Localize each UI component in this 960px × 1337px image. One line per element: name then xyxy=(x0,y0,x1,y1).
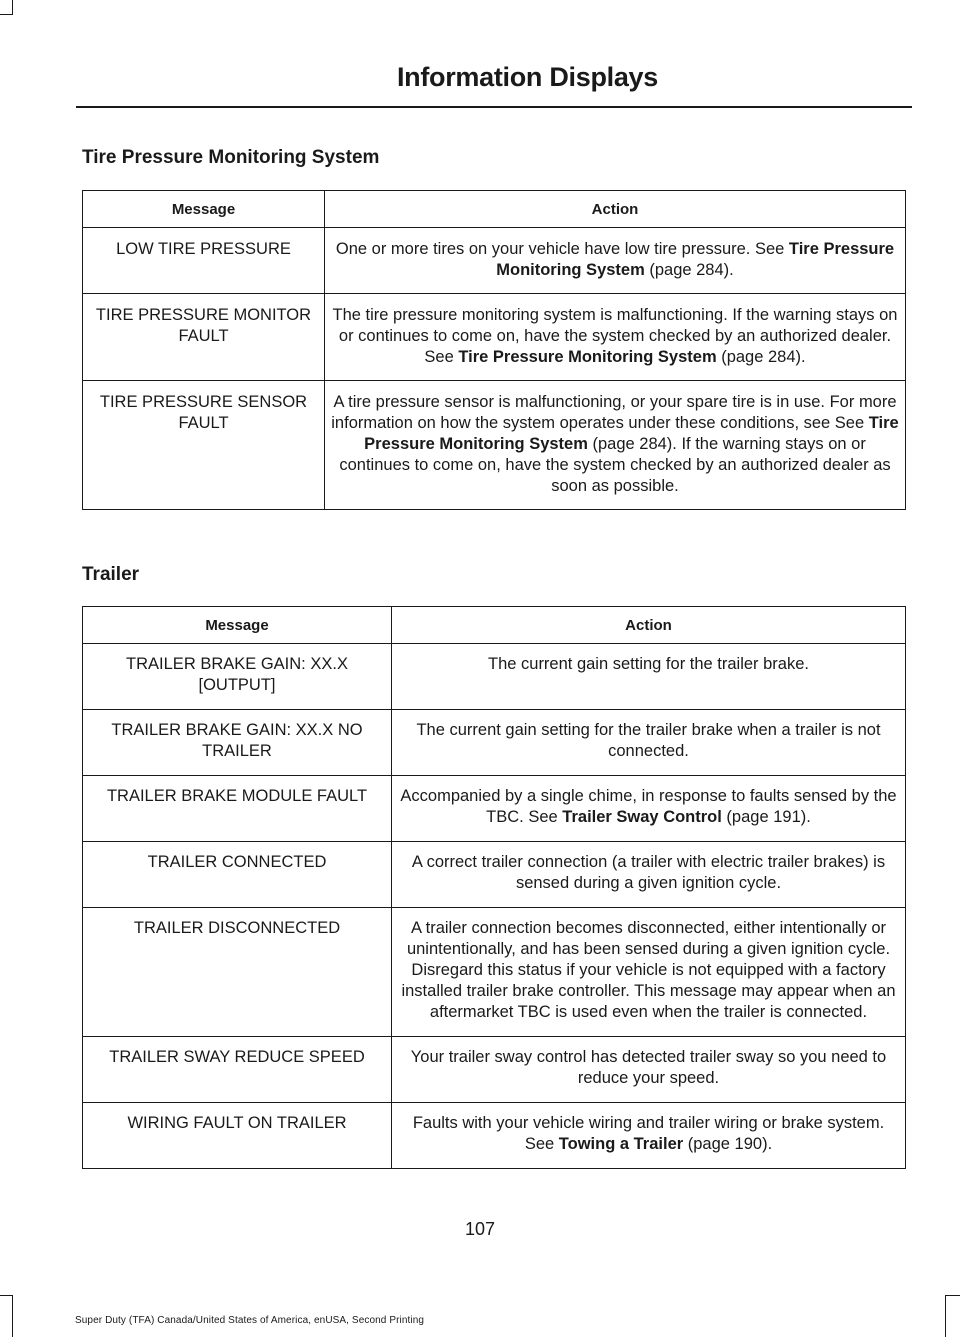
action-cell: The current gain setting for the trailer brake. xyxy=(392,644,906,710)
message-cell: TRAILER BRAKE GAIN: XX.X NO TRAILER xyxy=(83,710,392,776)
page-reference-link[interactable]: Towing a Trailer xyxy=(558,1135,684,1153)
crop-mark xyxy=(0,14,13,15)
table-row xyxy=(83,294,906,381)
page-header-title: Information Displays xyxy=(396,62,658,92)
message-cell: TRAILER DISCONNECTED xyxy=(83,908,392,1037)
page-reference-link[interactable]: Tire Pressure Monitoring System xyxy=(496,240,895,279)
table-row xyxy=(83,1103,906,1169)
message-cell: WIRING FAULT ON TRAILER xyxy=(83,1103,392,1169)
table-header-row xyxy=(83,191,906,228)
message-cell: TRAILER CONNECTED xyxy=(83,842,392,908)
table-header-row xyxy=(83,607,906,644)
message-cell: TRAILER BRAKE MODULE FAULT xyxy=(83,776,392,842)
trailer-message-table xyxy=(82,606,906,1169)
action-cell: The current gain setting for the trailer brake when a trailer is not connected. xyxy=(392,710,906,776)
message-cell: LOW TIRE PRESSURE xyxy=(83,228,325,294)
table-row xyxy=(83,228,906,294)
crop-mark xyxy=(12,1295,13,1337)
table-row xyxy=(83,842,906,908)
message-cell: TRAILER SWAY REDUCE SPEED xyxy=(83,1037,392,1103)
action-cell: The tire pressure monitoring system is malfunctioning. If the warning stays on or continues to come on, have the system checked by an authorized dealer. See Tire Pressure Monitoring System (page 284). xyxy=(325,294,906,381)
crop-mark xyxy=(0,1295,13,1296)
column-header-action: Action xyxy=(392,607,906,644)
crop-mark xyxy=(12,0,13,14)
table-row xyxy=(83,644,906,710)
action-cell: Your trailer sway control has detected trailer sway so you need to reduce your speed. xyxy=(392,1037,906,1103)
action-cell: A tire pressure sensor is malfunctioning, or your spare tire is in use. For more information on how the system operates under these conditions, see See Tire Pressure Monitoring System (page 284). If the warning stays on or continues to come on, have the system checked by an authorized dealer as soon as possible. xyxy=(325,381,906,510)
table-row xyxy=(83,1037,906,1103)
section-title-trailer: Trailer xyxy=(82,564,140,585)
table-row xyxy=(83,381,906,510)
header-divider xyxy=(76,106,912,108)
tpms-message-table xyxy=(82,190,906,510)
crop-mark xyxy=(945,1295,960,1296)
table-row xyxy=(83,908,906,1037)
action-cell: A trailer connection becomes disconnected, either intentionally or unintentionally, and has been sensed during a given ignition cycle. Disregard this status if your vehicle is not equipped with a factory installed trailer brake controller. This message may appear when an aftermarket TBC is used even when the trailer is connected. xyxy=(392,908,906,1037)
page-reference-link[interactable]: Tire Pressure Monitoring System xyxy=(364,414,899,453)
table-row xyxy=(83,710,906,776)
page-number: 107 xyxy=(464,1219,496,1239)
page-reference-link[interactable]: Trailer Sway Control xyxy=(562,808,722,826)
action-cell: One or more tires on your vehicle have low tire pressure. See Tire Pressure Monitoring System (page 284). xyxy=(325,228,906,294)
column-header-action: Action xyxy=(325,191,906,228)
action-cell: A correct trailer connection (a trailer with electric trailer brakes) is sensed during a given ignition cycle. xyxy=(392,842,906,908)
section-title-tpms: Tire Pressure Monitoring System xyxy=(82,147,380,168)
message-cell: TIRE PRESSURE MONITOR FAULT xyxy=(83,294,325,381)
crop-mark xyxy=(945,1295,946,1337)
page-reference-link[interactable]: Tire Pressure Monitoring System xyxy=(458,348,717,366)
column-header-message: Message xyxy=(83,607,392,644)
column-header-message: Message xyxy=(83,191,325,228)
message-cell: TRAILER BRAKE GAIN: XX.X [OUTPUT] xyxy=(83,644,392,710)
action-cell: Faults with your vehicle wiring and trailer wiring or brake system. See Towing a Trailer (page 190). xyxy=(392,1103,906,1169)
table-row xyxy=(83,776,906,842)
message-cell: TIRE PRESSURE SENSOR FAULT xyxy=(83,381,325,510)
footer-text: Super Duty (TFA) Canada/United States of America, enUSA, Second Printing xyxy=(75,1315,425,1326)
action-cell: Accompanied by a single chime, in response to faults sensed by the TBC. See Trailer Sway Control (page 191). xyxy=(392,776,906,842)
